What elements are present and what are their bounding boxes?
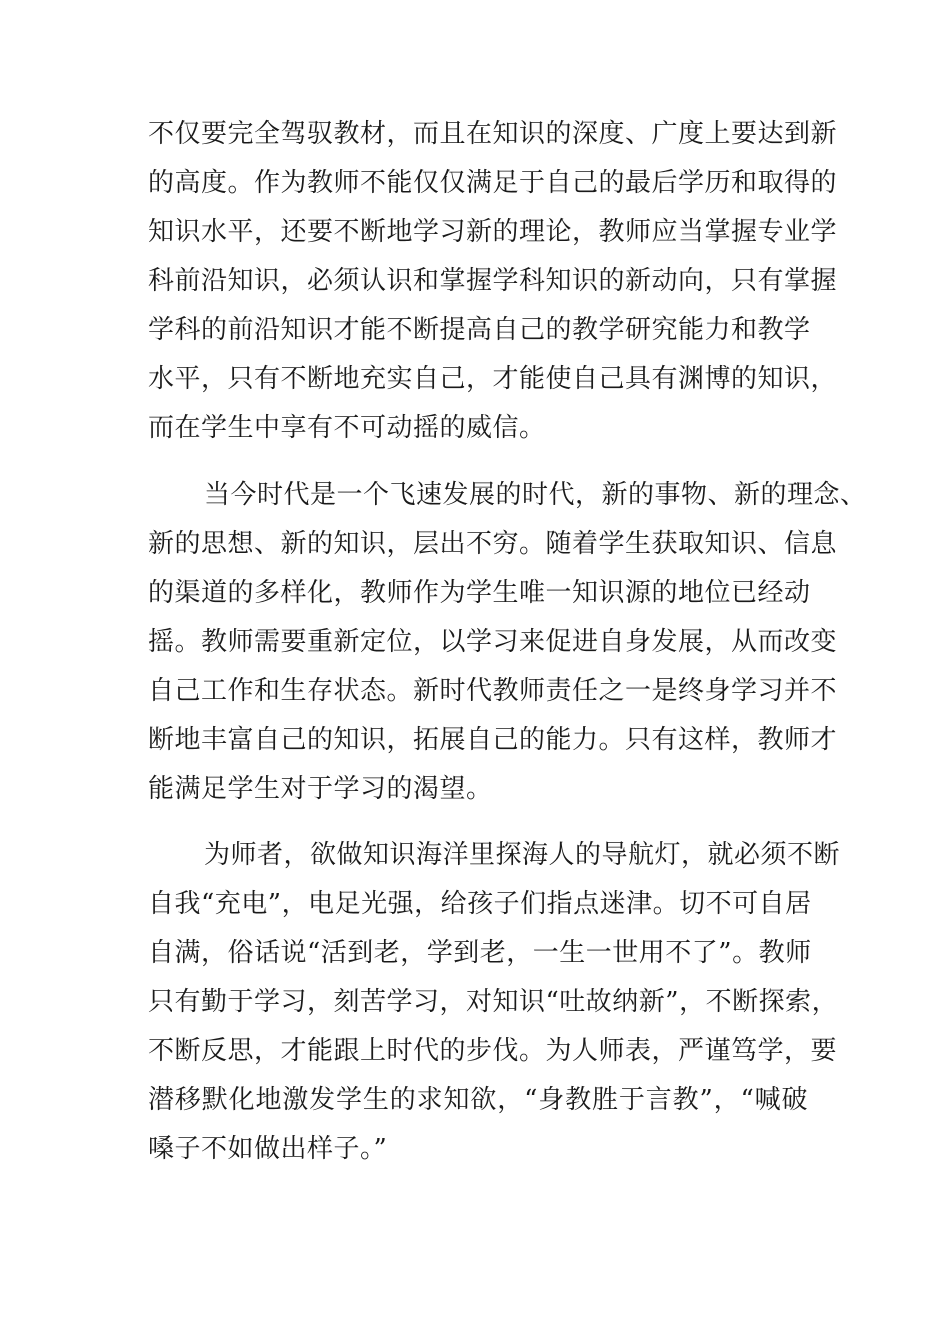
paragraph-3 [148, 831, 841, 1174]
text-line: 自我“充电”，电足光强，给孩子们指点迷津。切不可自居 [148, 889, 812, 919]
paragraph-1 [148, 110, 838, 453]
text-line: 水平，只有不断地充实自己，才能使自己具有渊博的知识， [148, 364, 838, 394]
text-line: 只有勤于学习，刻苦学习，对知识“吐故纳新”，不断探索， [148, 987, 839, 1017]
text-line: 能满足学生对于学习的渴望。 [148, 774, 493, 804]
text-line: 的渠道的多样化，教师作为学生唯一知识源的地位已经动 [148, 578, 811, 608]
text-line: 嗓子不如做出样子。” [148, 1134, 388, 1164]
text-line: 新的思想、新的知识，层出不穷。随着学生获取知识、信息 [148, 529, 838, 559]
text-line: 不仅要完全驾驭教材，而且在知识的深度、广度上要达到新 [148, 119, 838, 149]
text-line: 当今时代是一个飞速发展的时代，新的事物、新的理念、 [204, 480, 867, 510]
text-line: 自己工作和生存状态。新时代教师责任之一是终身学习并不 [148, 676, 838, 706]
text-line: 自满，俗话说“活到老，学到老，一生一世用不了”。教师 [148, 938, 812, 968]
text-line: 摇。教师需要重新定位，以学习来促进自身发展，从而改变 [148, 627, 838, 657]
paragraph-2 [148, 471, 867, 814]
text-line: 不断反思，才能跟上时代的步伐。为人师表，严谨笃学，要 [148, 1036, 838, 1066]
text-line: 的高度。作为教师不能仅仅满足于自己的最后学历和取得的 [148, 168, 838, 198]
text-line: 为师者，欲做知识海洋里探海人的导航灯，就必须不断 [204, 840, 841, 870]
text-line: 知识水平，还要不断地学习新的理论，教师应当掌握专业学 [148, 217, 838, 247]
text-line: 潜移默化地激发学生的求知欲，“身教胜于言教”，“喊破 [148, 1085, 808, 1115]
text-line: 而在学生中享有不可动摇的威信。 [148, 413, 546, 443]
text-line: 科前沿知识，必须认识和掌握学科知识的新动向，只有掌握 [148, 266, 838, 296]
text-line: 学科的前沿知识才能不断提高自己的教学研究能力和教学 [148, 315, 811, 345]
text-line: 断地丰富自己的知识，拓展自己的能力。只有这样，教师才 [148, 725, 838, 755]
